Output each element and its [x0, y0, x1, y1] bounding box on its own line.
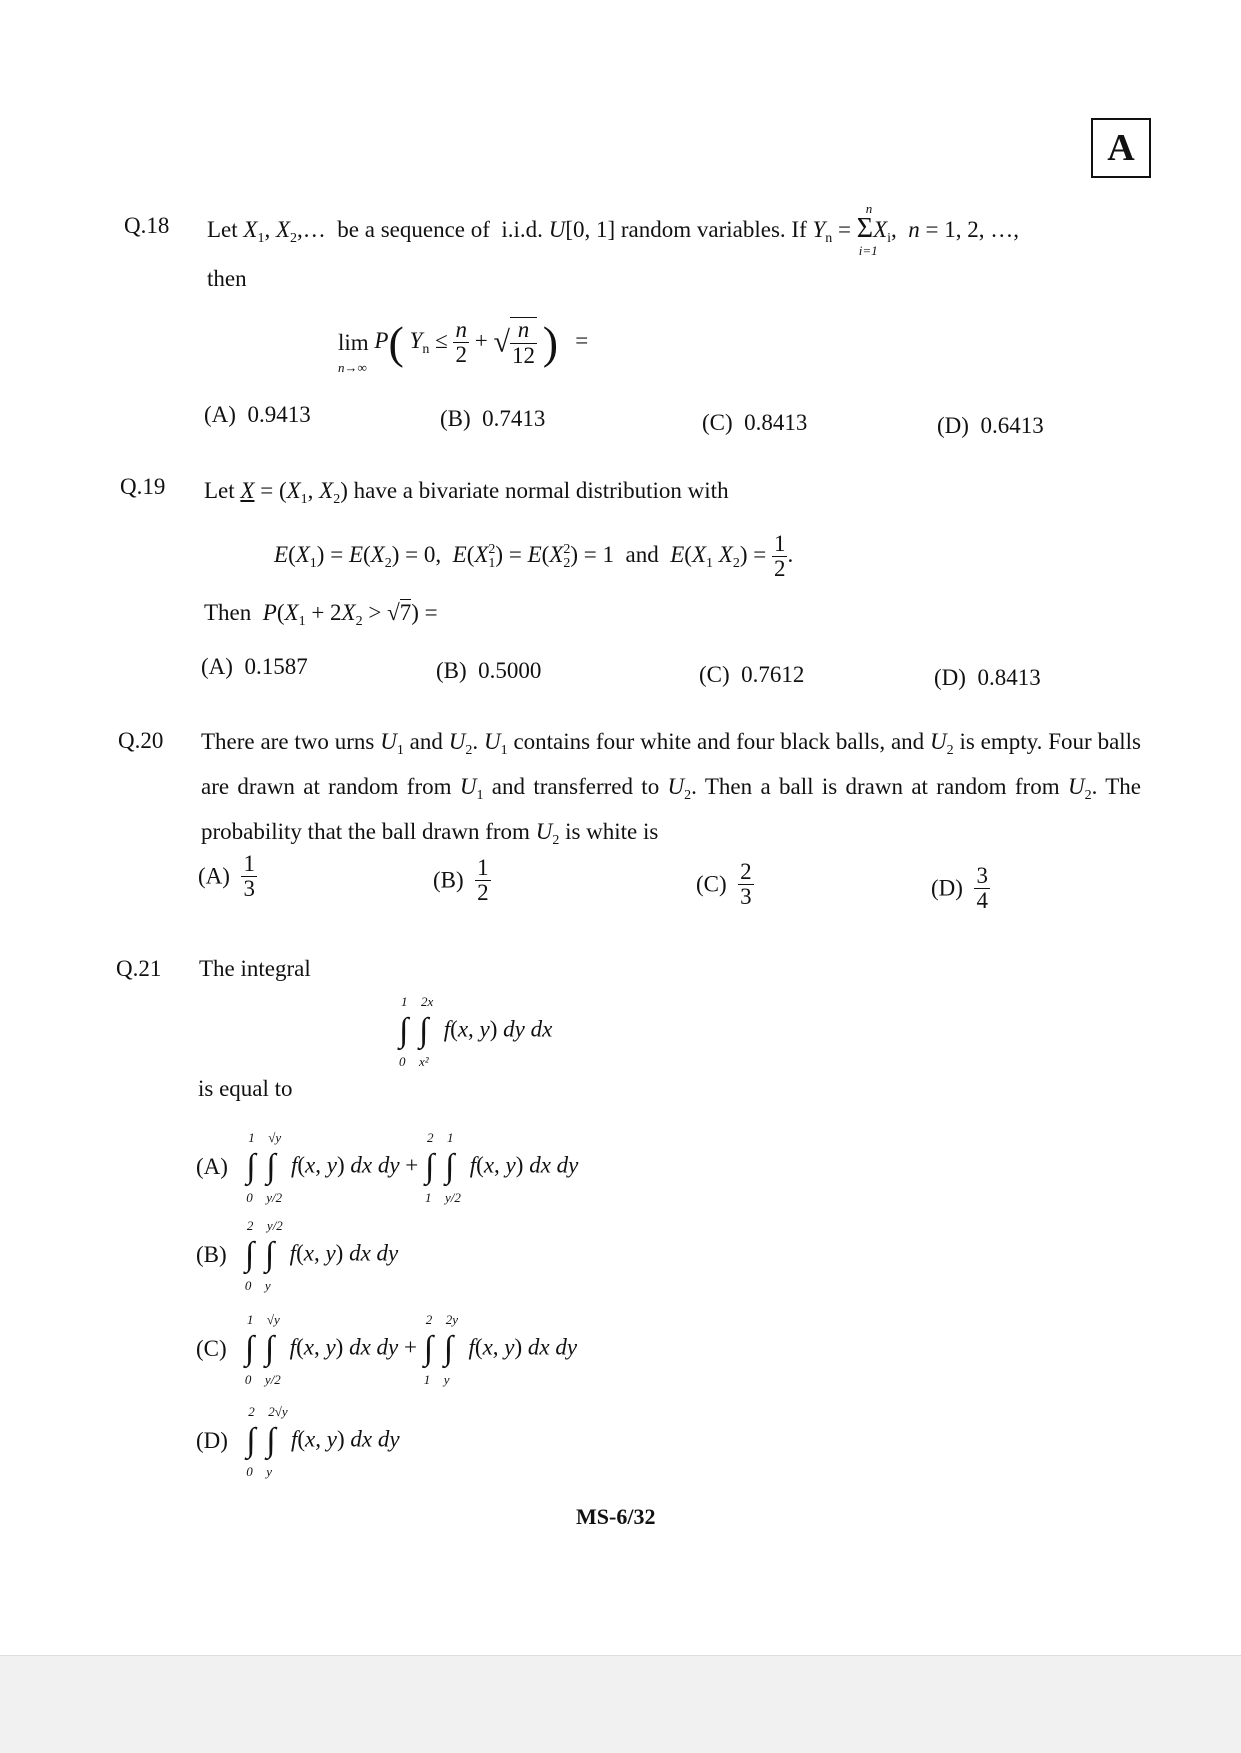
q21-intro: The integral	[199, 956, 311, 981]
q19-moments: $E(X_1) = E(X_2) = 0$, $E(X^2_1) = E(X^2_2) = 1$ and $E(X_1$ $X_2$) = $\frac{1}{2}$ .	[274, 531, 794, 582]
q18-then: then	[207, 266, 247, 291]
q18-stem: Let $X_1$, $X_2,\dots$ be a sequence of i.i.d. U[0, 1] random variables. If $Y_n = \Sigma$ n i=1 $X_i$, n = 1, 2, …,	[207, 201, 1019, 258]
set-code: A	[1107, 127, 1135, 169]
q19-number: Q.19	[120, 474, 166, 499]
q18-option-c[interactable]: (C) 0.8413	[702, 410, 808, 435]
q19-option-d[interactable]: (D) 0.8413	[934, 665, 1041, 690]
q21-option-c[interactable]: (C) 1 ∫ 0 √y ∫ y/2 f(x, y) dx dy + 2 ∫ 1 2y ∫ y f(x, y) dx dy	[196, 1312, 578, 1387]
scan-bottom-edge	[0, 1655, 1241, 1753]
q18-limit-expression: lim n→∞ P( $Y_n$ ≤ $\frac{n}{2}$ + √ $\frac{n}{12}$ ) =	[338, 316, 589, 375]
q21-is-equal-to: is equal to	[198, 1076, 293, 1101]
q20-option-a[interactable]: (A) $\frac{1}{3}$	[198, 851, 255, 902]
q19-stem: Let $X = (X_1$, $X_2$) have a bivariate normal distribution with	[204, 478, 729, 507]
q21-number: Q.21	[116, 956, 162, 981]
q20-stem: There are two urns $U_1$ and $U_2$. $U_1$ contains four white and four black balls, and $U_2$ is empty. Four balls are drawn at random from $U_1$ and transferred to $U_2$. Then a ball is drawn at random from $U_2$. The probability that the ball drawn from $U_2$ is white is	[201, 729, 1142, 848]
q20-number: Q.20	[118, 728, 164, 753]
q19-option-b[interactable]: (B) 0.5000	[436, 658, 542, 683]
page-footer: MS-6/32	[576, 1504, 656, 1529]
q19-option-a[interactable]: (A) 0.1587	[201, 654, 308, 679]
q21-option-b[interactable]: (B) 2 ∫ 0 y/2 ∫ y f(x, y) dx dy	[196, 1218, 399, 1293]
q20-option-b[interactable]: (B) $\frac{1}{2}$	[433, 855, 489, 906]
q18-option-b[interactable]: (B) 0.7413	[440, 406, 546, 431]
q21-integral: 1 ∫ 0 2x ∫ x² f(x, y) dy dx	[399, 994, 553, 1069]
q21-option-d[interactable]: (D) 2 ∫ 0 2√y ∫ y f(x, y) dx dy	[196, 1404, 400, 1479]
q21-option-a[interactable]: (A) 1 ∫ 0 √y ∫ y/2 f(x, y) dx dy + 2 ∫ 1 1 ∫ y/2 f(x, y) dx dy	[196, 1130, 579, 1205]
q19-question: Then $P(X_1 + 2X_2 > √7)$ =	[204, 600, 438, 629]
q20-option-d[interactable]: (D) $\frac{3}{4}$	[931, 863, 988, 914]
q18-number: Q.18	[124, 213, 170, 238]
q19-option-c[interactable]: (C) 0.7612	[699, 662, 805, 687]
q18-option-d[interactable]: (D) 0.6413	[937, 413, 1044, 438]
answer-set-box	[1091, 118, 1151, 178]
q20-option-c[interactable]: (C) $\frac{2}{3}$	[696, 859, 752, 910]
q18-option-a[interactable]: (A) 0.9413	[204, 402, 311, 427]
